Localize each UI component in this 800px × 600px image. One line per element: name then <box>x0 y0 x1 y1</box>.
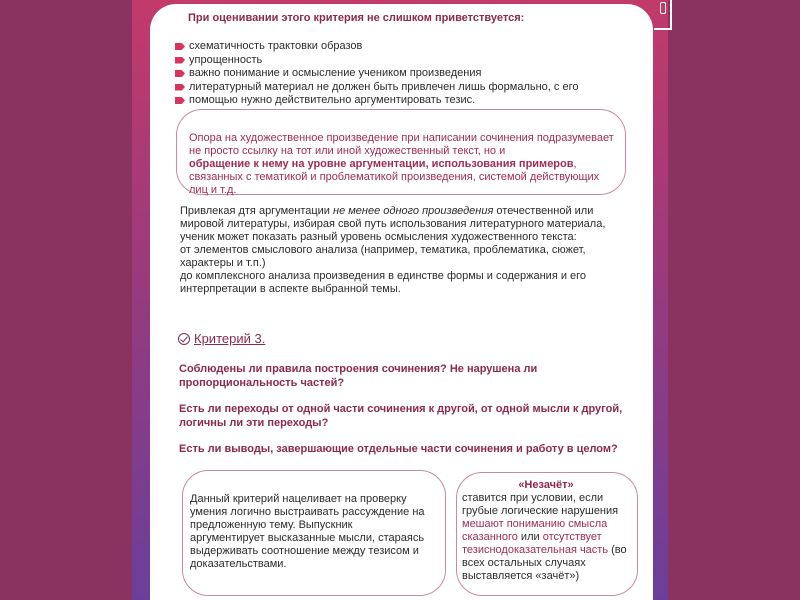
bullet-arrow-icon <box>175 57 185 64</box>
bullet-arrow-icon <box>175 70 185 77</box>
list-item: важно понимание и осмысление учеником произведения <box>175 67 645 81</box>
criterion-label: Критерий 3. <box>194 331 266 346</box>
info-box-criterion-purpose-text: Данный критерий нацеливает на проверку умения логично выстраивать рассуждение на предложенную тему. Выпускник аргументирует высказанные мысли, стараясь выдерживать соотношение между тезисом и доказательствами. <box>190 493 425 570</box>
corner-mark-icon <box>660 2 666 14</box>
bullet-arrow-icon <box>175 97 185 104</box>
bullet-arrow-icon <box>175 84 185 91</box>
info-box-reliance-text: Опора на художественное произведение при написании сочинения подразумевает не просто ссылку на тот или иной художественный текст, но и обращение к нему на уровне аргументации, использования примеров, связанных с тематикой и проблематикой произведения, системой действующих лиц и т.д. <box>189 132 614 196</box>
list-item: схематичность трактовки образов <box>175 40 645 54</box>
question-transitions: Есть ли переходы от одной части сочинения к другой, от одной мысли к другой, логичны ли эти переходы? <box>179 403 623 429</box>
document-page <box>150 4 653 600</box>
bullet-arrow-icon <box>175 43 185 50</box>
check-circle-icon <box>178 333 190 345</box>
fail-title: «Незачёт» <box>518 479 574 491</box>
criteria-bullet-list <box>175 40 645 108</box>
question-conclusions: Есть ли выводы, завершающие отдельные части сочинения и работу в целом? <box>179 443 618 455</box>
info-box-fail-text: «Незачёт» ставится при условии, если грубые логические нарушения мешают пониманию смысла сказанного или отсутствует тезиснодоказательная часть (во всех остальных случаях выставляется «зачёт») <box>462 479 630 583</box>
list-item: помощью нужно действительно аргументировать тезис. <box>175 94 645 108</box>
section-title: При оценивании этого критерия не слишком приветствуется: <box>188 12 525 24</box>
list-item: упрощенность <box>175 54 645 68</box>
list-item: литературный материал не должен быть привлечен лишь формально, с его <box>175 81 645 95</box>
argumentation-paragraph: Привлекая дтя аргументации не менее одного произведения отечественной или мировой литературы, избирая свой путь использования литературного материала, ученик может показать разный уровень осмысления художественного текста: от элементов смыслового анализа (например, тематика, проблематика, сюжет, характеры и т.п.) до комплексного анализа произведения в единстве формы и содержания и его интерпретации в аспекте выбранной темы. <box>180 205 606 295</box>
question-structure: Соблюдены ли правила построения сочинения? Не нарушена ли пропорциональность частей? <box>179 363 538 389</box>
